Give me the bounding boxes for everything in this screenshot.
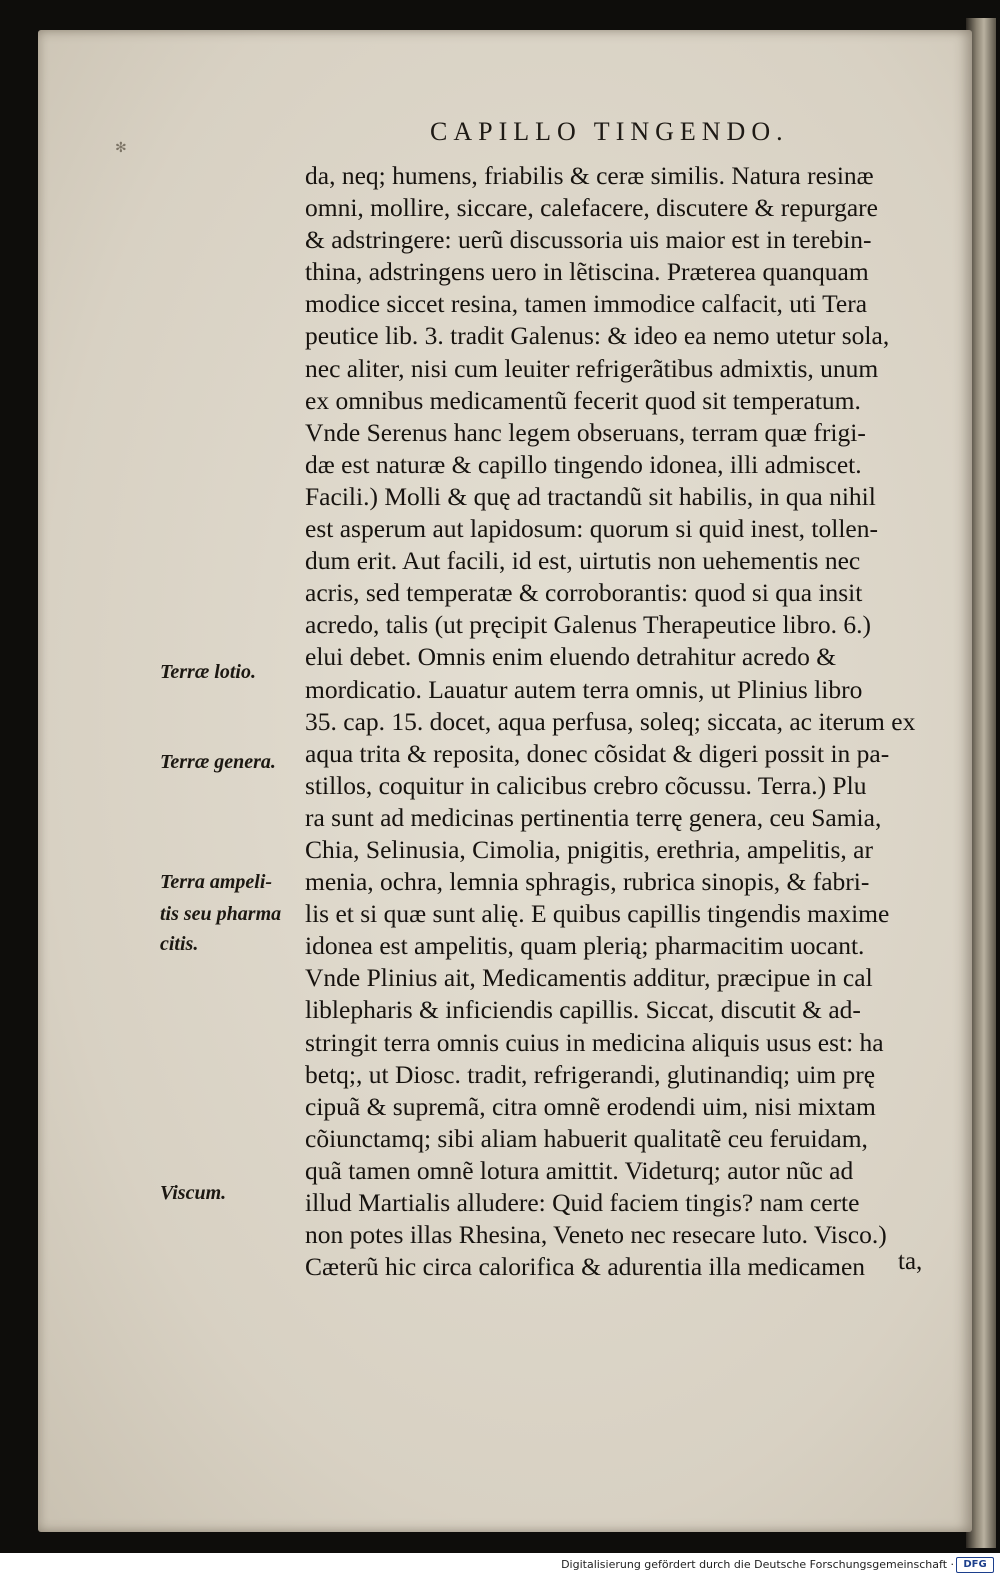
digitization-footer xyxy=(0,1553,1000,1577)
text-line: & adstringere: uerũ discussoria uis maior est in terebin- xyxy=(305,225,872,255)
marginal-note-viscum: Viscum. xyxy=(160,1182,227,1204)
text-line: cipuã & supremã, citra omnẽ erodendi uim, nisi mixtam xyxy=(305,1091,876,1121)
text-line: non potes illas Rhesina, Veneto nec resecare luto. Visco.) xyxy=(305,1220,887,1250)
text-line: Chia, Selinusia, Cimolia, pnigitis, erethria, ampelitis, ar xyxy=(305,834,873,864)
text-line: mordicatio. Lauatur autem terra omnis, ut Plinius libro xyxy=(305,674,863,704)
text-line: betq;, ut Diosc. tradit, refrigerandi, glutinandiq; uim prę xyxy=(305,1059,876,1089)
marginal-note-terra-ampelitis-2: tis seu pharma xyxy=(160,903,282,925)
text-line: omni, mollire, siccare, calefacere, discutere & repurgare xyxy=(305,193,878,223)
stray-ink-mark: ✻ xyxy=(115,140,127,156)
text-line: ex omnibus medicamentũ fecerit quod sit temperatum. xyxy=(305,385,861,415)
text-line: da, neq; humens, friabilis & ceræ similis. Natura resinæ xyxy=(305,161,874,190)
marginal-note-terra-ampelitis-3: citis. xyxy=(160,933,199,955)
text-line: stillos, coquitur in calicibus crebro cõcussu. Terra.) Plu xyxy=(305,770,867,800)
text-line: liblepharis & inficiendis capillis. Siccat, discutit & ad- xyxy=(305,995,861,1025)
text-line: 35. cap. 15. docet, aqua perfusa, soleq; siccata, ac iterum ex xyxy=(305,706,916,736)
text-line: cõiunctamq; sibi aliam habuerit qualitatẽ ceu feruidam, xyxy=(305,1123,868,1153)
text-line: elui debet. Omnis enim eluendo detrahitur acredo & xyxy=(305,642,837,672)
text-line: idonea est ampelitis, quam plerią; pharmacitim uocant. xyxy=(305,931,865,961)
text-line: acredo, talis (ut pręcipit Galenus Therapeutice libro. 6.) xyxy=(305,610,871,640)
footer-credit: Digitalisierung gefördert durch die Deutsche Forschungsgemeinschaft · xyxy=(561,1558,954,1571)
text-line: Cæterũ hic circa calorifica & adurentia illa medicamen xyxy=(305,1252,866,1282)
text-line: lis et si quæ sunt alię. E quibus capillis tingendis maxime xyxy=(305,899,890,929)
text-line: aqua trita & reposita, donec cõsidat & digeri possit in pa- xyxy=(305,738,890,768)
text-line: quã tamen omnẽ lotura amittit. Videturq; autor nũc ad xyxy=(305,1155,854,1185)
body-text xyxy=(305,160,955,1283)
text-line: Vnde Serenus hanc legem obseruans, terram quæ frigi- xyxy=(305,417,866,447)
text-line: thina, adstringens uero in lẽtiscina. Præterea quanquam xyxy=(305,257,869,287)
text-line: modice siccet resina, tamen immodice calfacit, uti Tera xyxy=(305,289,868,319)
running-head: CAPILLO TINGENDO. xyxy=(430,117,789,146)
text-line: dum erit. Aut facili, id est, uirtutis non uehementis nec xyxy=(305,546,861,576)
text-line: nec aliter, nisi cum leuiter refrigerãtibus admixtis, unum xyxy=(305,353,879,383)
marginal-note-terrae-lotio: Terræ lotio. xyxy=(160,661,256,683)
text-line: illud Martialis alludere: Quid faciem tingis? nam certe xyxy=(305,1188,860,1217)
text-line: peutice lib. 3. tradit Galenus: & ideo ea nemo utetur sola, xyxy=(305,321,890,351)
text-line: menia, ochra, lemnia sphragis, rubrica sinopis, & fabri- xyxy=(305,867,870,897)
text-line: acris, sed temperatæ & corroborantis: quod si qua insit xyxy=(305,578,863,608)
text-line: Facili.) Molli & quę ad tractandũ sit habilis, in qua nihil xyxy=(305,481,876,511)
dfg-logo-icon[interactable]: DFG xyxy=(956,1557,994,1573)
text-line: ra sunt ad medicinas pertinentia terrę genera, ceu Samia, xyxy=(305,802,882,832)
text-line: dæ est naturæ & capillo tingendo idonea, illi admiscet. xyxy=(305,449,862,479)
text-line: stringit terra omnis cuius in medicina aliquis usus est: ha xyxy=(305,1027,884,1057)
marginal-note-terra-ampelitis-1: Terra ampeli- xyxy=(160,871,273,893)
catchword: ta, xyxy=(898,1248,923,1275)
text-line: Vnde Plinius ait, Medicamentis additur, præcipue in cal xyxy=(305,963,873,993)
text-line: est asperum aut lapidosum: quorum si quid inest, tollen- xyxy=(305,514,878,544)
marginal-note-terrae-genera: Terræ genera. xyxy=(160,751,276,773)
